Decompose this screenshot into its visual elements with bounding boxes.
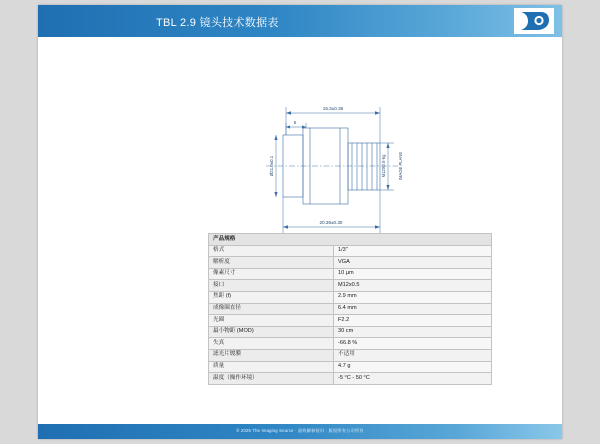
spec-key: 像素尺寸	[209, 268, 334, 280]
dim-left-small-label: 5	[293, 120, 297, 125]
spec-table-body	[209, 245, 492, 384]
spec-key: 光圈	[209, 315, 334, 327]
spec-key: 滤光片镀膜	[209, 349, 334, 361]
spec-key: 成像圈直径	[209, 303, 334, 315]
table-row	[209, 326, 492, 338]
spec-value: -5 °C - 50 °C	[334, 373, 492, 385]
spec-key: 最小物距 (MOD)	[209, 326, 334, 338]
spec-key: 焦距 (f)	[209, 291, 334, 303]
lens-technical-drawing	[38, 43, 562, 225]
spec-value: 1/3"	[334, 245, 492, 257]
footer-copyright: © 2026 The Imaging Source · 最终解释权归 · 版权所有公司所有	[236, 428, 364, 433]
table-row	[209, 257, 492, 269]
spec-key: 格式	[209, 245, 334, 257]
dim-thread-label: M12X0.5-6g	[381, 154, 386, 178]
dim-left-diameter-label: Ø21.0±0.1	[269, 155, 274, 177]
spec-key: 解析度	[209, 257, 334, 269]
specification-table	[208, 233, 492, 385]
table-row	[209, 291, 492, 303]
table-row	[209, 268, 492, 280]
spec-key: 温度（操作环境）	[209, 373, 334, 385]
table-row	[209, 245, 492, 257]
table-row	[209, 338, 492, 350]
table-row	[209, 349, 492, 361]
spec-value: 6.4 mm	[334, 303, 492, 315]
spec-value: 2.9 mm	[334, 291, 492, 303]
page-header	[38, 5, 562, 37]
table-header-cell: 产品规格	[209, 234, 492, 246]
table-row	[209, 280, 492, 292]
spec-key: 质量	[209, 361, 334, 373]
image-plane-label: IMAGE PLANE	[398, 151, 403, 181]
dim-bottom-label: 20.36±0.30	[319, 220, 343, 225]
table-row	[209, 315, 492, 327]
spec-value: VGA	[334, 257, 492, 269]
spec-key: 接口	[209, 280, 334, 292]
spec-value: 10 µm	[334, 268, 492, 280]
spec-value: -66.8 %	[334, 338, 492, 350]
table-row	[209, 361, 492, 373]
spec-value: 30 cm	[334, 326, 492, 338]
table-header-row	[209, 234, 492, 246]
spec-value: 不适用	[334, 349, 492, 361]
page-footer	[38, 424, 562, 439]
table-row	[209, 303, 492, 315]
imaging-source-logo-icon	[514, 8, 554, 34]
dim-top-label: 15.3±0.36	[322, 106, 344, 111]
spec-key: 失真	[209, 338, 334, 350]
datasheet-sheet	[38, 5, 562, 439]
spec-value: 4.7 g	[334, 361, 492, 373]
page-title: TBL 2.9 镜头技术数据表	[156, 17, 279, 29]
table-row	[209, 373, 492, 385]
spec-value: M12x0.5	[334, 280, 492, 292]
spec-value: F2.2	[334, 315, 492, 327]
